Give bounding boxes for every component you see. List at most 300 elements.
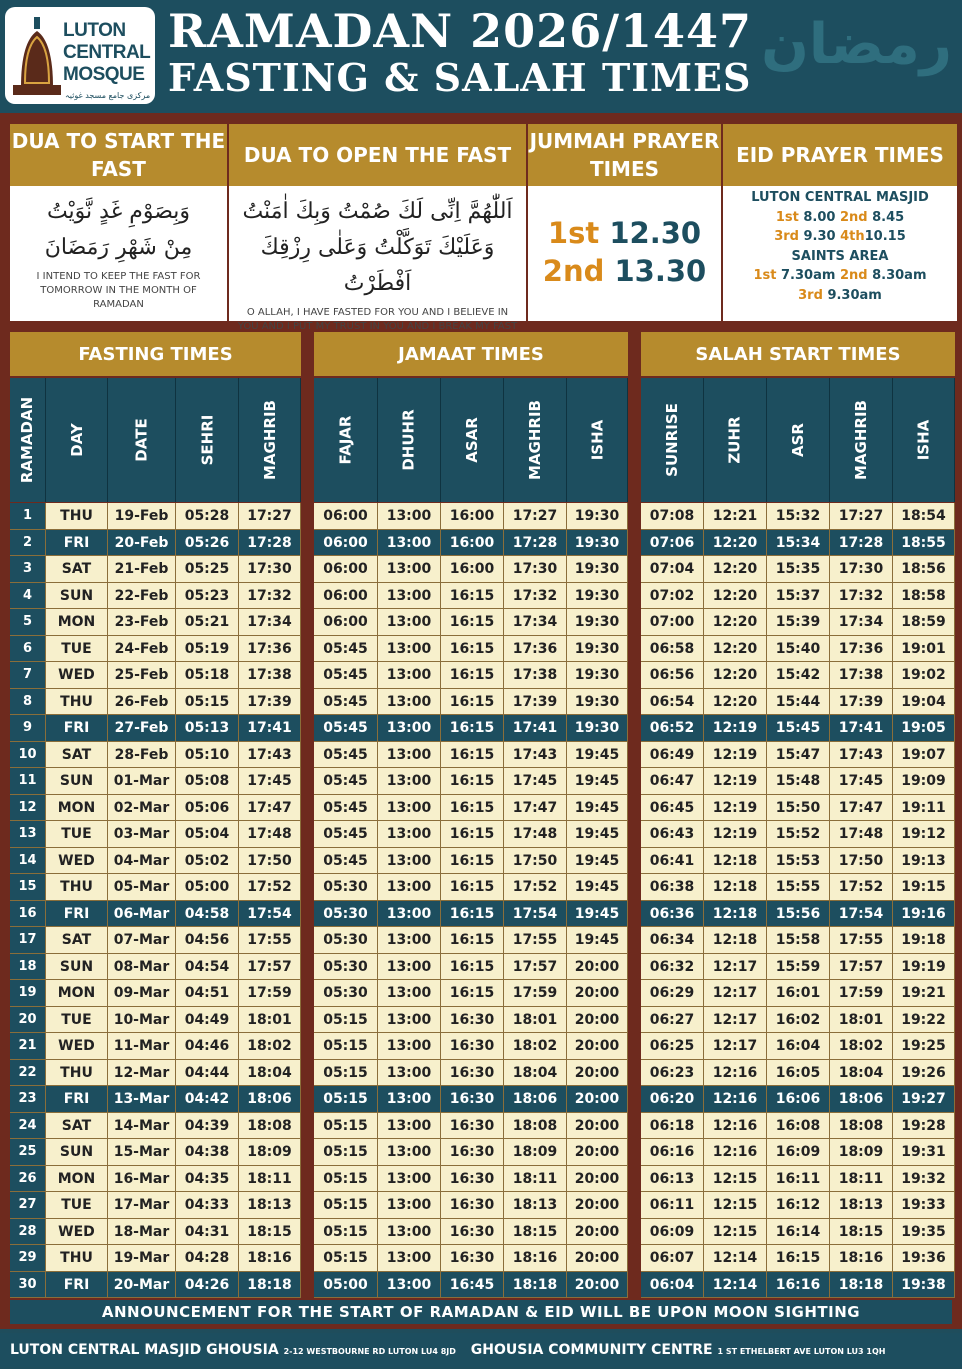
cell-date: 25-Feb: [108, 662, 176, 689]
cell-sunrise: 06:54: [641, 689, 704, 716]
cell-maghrib-start: 17:30: [830, 556, 893, 583]
cell-maghrib-start: 17:57: [830, 954, 893, 981]
cell-fajar-jamaat: 05:15: [314, 1219, 378, 1246]
cell-isha-jamaat: 19:45: [567, 848, 628, 875]
cell-asr: 16:09: [767, 1139, 830, 1166]
cell-weekday: WED: [46, 848, 108, 875]
cell-maghrib-start: 17:52: [830, 874, 893, 901]
cell-ramadan-day: 7: [10, 662, 46, 689]
cell-ramadan-day: 12: [10, 795, 46, 822]
cell-weekday: WED: [46, 662, 108, 689]
cell-sehri: 04:31: [176, 1219, 239, 1246]
cell-weekday: MON: [46, 609, 108, 636]
cell-date: 14-Mar: [108, 1113, 176, 1140]
dua-open-arabic-line2: وَعَلَيْكَ تَوَكَّلْتُ وَعَلٰى رِزْقِكَ اَفْطَرْتُ: [260, 235, 495, 296]
cell-sunrise: 06:36: [641, 901, 704, 928]
cell-date: 23-Feb: [108, 609, 176, 636]
cell-dhuhr-jamaat: 13:00: [378, 556, 441, 583]
cell-maghrib-jamaat: 17:27: [504, 503, 567, 530]
cell-maghrib-fast: 17:27: [239, 503, 301, 530]
column-header-text: FAJAR: [336, 415, 355, 465]
cell-fajar-jamaat: 05:00: [314, 1272, 378, 1299]
cell-asar-jamaat: 16:15: [441, 795, 504, 822]
dua-start-arabic-line1: وَبِصَوْمِ غَدٍ نَّوَيْتُ: [46, 199, 191, 224]
cell-weekday: FRI: [46, 715, 108, 742]
cell-asr: 15:47: [767, 742, 830, 769]
cell-asr: 16:06: [767, 1086, 830, 1113]
cell-asar-jamaat: 16:15: [441, 583, 504, 610]
cell-maghrib-fast: 18:06: [239, 1086, 301, 1113]
cell-sunrise: 06:11: [641, 1192, 704, 1219]
cell-maghrib-start: 18:02: [830, 1033, 893, 1060]
column-header-asr: [767, 378, 830, 502]
cell-isha-start: 18:54: [893, 503, 955, 530]
eid-time: 7.30am: [781, 268, 836, 283]
cell-maghrib-jamaat: 17:41: [504, 715, 567, 742]
cell-fajar-jamaat: 06:00: [314, 556, 378, 583]
cell-isha-start: 19:32: [893, 1166, 955, 1193]
cell-asr: 15:59: [767, 954, 830, 981]
footer: [0, 1333, 962, 1367]
cell-fajar-jamaat: 05:15: [314, 1139, 378, 1166]
column-header-text: RAMADAN: [18, 396, 37, 484]
cell-date: 11-Mar: [108, 1033, 176, 1060]
cell-maghrib-jamaat: 17:59: [504, 980, 567, 1007]
eid-time: 8.45: [872, 209, 905, 225]
eid-time: 10.15: [864, 229, 906, 244]
cell-fajar-jamaat: 05:15: [314, 1033, 378, 1060]
jummah-heading-text: JUMMAH PRAYER TIMES: [529, 129, 720, 181]
cell-ramadan-day: 13: [10, 821, 46, 848]
dua-start-arabic-line2: مِنْ شَهْرِ رَمَضَانَ: [44, 235, 193, 260]
cell-fajar-jamaat: 06:00: [314, 583, 378, 610]
cell-maghrib-jamaat: 17:50: [504, 848, 567, 875]
cell-sehri: 05:02: [176, 848, 239, 875]
cell-maghrib-start: 18:15: [830, 1219, 893, 1246]
cell-isha-start: 19:15: [893, 874, 955, 901]
cell-asar-jamaat: 16:00: [441, 556, 504, 583]
cell-asar-jamaat: 16:30: [441, 1245, 504, 1272]
cell-maghrib-jamaat: 17:36: [504, 636, 567, 663]
cell-isha-jamaat: 20:00: [567, 954, 628, 981]
cell-fajar-jamaat: 05:15: [314, 1007, 378, 1034]
cell-fajar-jamaat: 05:15: [314, 1166, 378, 1193]
cell-sehri: 05:23: [176, 583, 239, 610]
cell-date: 10-Mar: [108, 1007, 176, 1034]
cell-isha-jamaat: 19:30: [567, 609, 628, 636]
cell-weekday: THU: [46, 503, 108, 530]
cell-fajar-jamaat: 05:15: [314, 1192, 378, 1219]
cell-sehri: 04:54: [176, 954, 239, 981]
column-header-sehri: [176, 378, 239, 502]
cell-maghrib-start: 17:32: [830, 583, 893, 610]
cell-isha-start: 19:13: [893, 848, 955, 875]
cell-isha-start: 18:56: [893, 556, 955, 583]
cell-asr: 15:34: [767, 530, 830, 557]
cell-date: 03-Mar: [108, 821, 176, 848]
cell-dhuhr-jamaat: 13:00: [378, 715, 441, 742]
eid-time: 9.30: [803, 229, 836, 244]
dua-open-arabic: [229, 186, 526, 302]
cell-zuhr: 12:20: [704, 530, 767, 557]
mosque-logo: [5, 7, 155, 104]
cell-asar-jamaat: 16:15: [441, 927, 504, 954]
cell-maghrib-start: 18:11: [830, 1166, 893, 1193]
cell-weekday: FRI: [46, 1272, 108, 1299]
cell-asar-jamaat: 16:30: [441, 1139, 504, 1166]
cell-sunrise: 06:58: [641, 636, 704, 663]
column-header-date: [108, 378, 176, 502]
eid-heading: [723, 124, 957, 186]
cell-maghrib-jamaat: 18:06: [504, 1086, 567, 1113]
header: [0, 0, 962, 113]
eid-central-row2: [723, 227, 957, 247]
cell-dhuhr-jamaat: 13:00: [378, 1192, 441, 1219]
cell-maghrib-start: 18:08: [830, 1113, 893, 1140]
cell-fajar-jamaat: 05:45: [314, 715, 378, 742]
cell-asar-jamaat: 16:00: [441, 503, 504, 530]
cell-weekday: MON: [46, 795, 108, 822]
cell-date: 02-Mar: [108, 795, 176, 822]
cell-weekday: TUE: [46, 1007, 108, 1034]
cell-ramadan-day: 14: [10, 848, 46, 875]
cell-isha-jamaat: 19:45: [567, 821, 628, 848]
cell-asar-jamaat: 16:15: [441, 715, 504, 742]
cell-zuhr: 12:19: [704, 821, 767, 848]
cell-dhuhr-jamaat: 13:00: [378, 1007, 441, 1034]
cell-asar-jamaat: 16:15: [441, 742, 504, 769]
cell-zuhr: 12:20: [704, 609, 767, 636]
cell-maghrib-fast: 18:16: [239, 1245, 301, 1272]
cell-maghrib-start: 18:04: [830, 1060, 893, 1087]
cell-isha-start: 19:38: [893, 1272, 955, 1299]
cell-maghrib-start: 17:34: [830, 609, 893, 636]
cell-maghrib-jamaat: 18:01: [504, 1007, 567, 1034]
cell-dhuhr-jamaat: 13:00: [378, 1139, 441, 1166]
cell-dhuhr-jamaat: 13:00: [378, 927, 441, 954]
cell-isha-jamaat: 19:30: [567, 662, 628, 689]
footer-masjid-address: 2-12 WESTBOURNE RD LUTON LU4 8JD: [283, 1347, 456, 1356]
cell-date: 04-Mar: [108, 848, 176, 875]
cell-weekday: SAT: [46, 742, 108, 769]
cell-dhuhr-jamaat: 13:00: [378, 636, 441, 663]
dua-start-heading-text: DUA TO START THE FAST: [11, 129, 226, 181]
cell-asar-jamaat: 16:15: [441, 636, 504, 663]
cell-fajar-jamaat: 05:30: [314, 927, 378, 954]
cell-maghrib-fast: 17:52: [239, 874, 301, 901]
cell-asar-jamaat: 16:15: [441, 901, 504, 928]
footer-masjid-name: LUTON CENTRAL MASJID GHOUSIA: [10, 1342, 279, 1358]
column-header-isha-jamaat: [567, 378, 628, 502]
cell-isha-start: 18:59: [893, 609, 955, 636]
cell-sunrise: 06:49: [641, 742, 704, 769]
cell-maghrib-start: 17:50: [830, 848, 893, 875]
cell-dhuhr-jamaat: 13:00: [378, 795, 441, 822]
cell-asr: 16:12: [767, 1192, 830, 1219]
cell-dhuhr-jamaat: 13:00: [378, 980, 441, 1007]
cell-zuhr: 12:14: [704, 1245, 767, 1272]
cell-isha-start: 19:27: [893, 1086, 955, 1113]
cell-date: 01-Mar: [108, 768, 176, 795]
cell-maghrib-jamaat: 17:43: [504, 742, 567, 769]
cell-maghrib-start: 17:59: [830, 980, 893, 1007]
eid-label: 3rd: [798, 287, 823, 303]
cell-dhuhr-jamaat: 13:00: [378, 901, 441, 928]
cell-maghrib-start: 17:28: [830, 530, 893, 557]
cell-zuhr: 12:16: [704, 1113, 767, 1140]
cell-isha-start: 19:36: [893, 1245, 955, 1272]
cell-sehri: 05:00: [176, 874, 239, 901]
cell-isha-jamaat: 20:00: [567, 1086, 628, 1113]
cell-ramadan-day: 22: [10, 1060, 46, 1087]
cell-maghrib-jamaat: 17:30: [504, 556, 567, 583]
cell-isha-jamaat: 20:00: [567, 1219, 628, 1246]
cell-isha-jamaat: 19:45: [567, 795, 628, 822]
cell-maghrib-fast: 18:08: [239, 1113, 301, 1140]
page-title: RAMADAN 2026/1447: [168, 4, 753, 58]
cell-asr: 15:44: [767, 689, 830, 716]
cell-ramadan-day: 28: [10, 1219, 46, 1246]
cell-sehri: 04:49: [176, 1007, 239, 1034]
column-header-text: ISHA: [587, 419, 606, 461]
cell-asar-jamaat: 16:30: [441, 1033, 504, 1060]
cell-weekday: MON: [46, 1166, 108, 1193]
cell-zuhr: 12:18: [704, 901, 767, 928]
cell-asr: 15:37: [767, 583, 830, 610]
cell-zuhr: 12:20: [704, 689, 767, 716]
moon-sighting-announcement: ANNOUNCEMENT FOR THE START OF RAMADAN & EID WILL BE UPON MOON SIGHTING: [10, 1300, 952, 1324]
cell-date: 28-Feb: [108, 742, 176, 769]
cell-date: 20-Feb: [108, 530, 176, 557]
cell-isha-jamaat: 20:00: [567, 1113, 628, 1140]
jummah-heading: [528, 124, 721, 186]
cell-zuhr: 12:17: [704, 980, 767, 1007]
cell-sunrise: 07:06: [641, 530, 704, 557]
salah-start-times-heading: [641, 332, 955, 376]
cell-asar-jamaat: 16:15: [441, 821, 504, 848]
column-header-maghrib-jamaat: [504, 378, 567, 502]
cell-weekday: TUE: [46, 636, 108, 663]
cell-maghrib-jamaat: 17:34: [504, 609, 567, 636]
cell-ramadan-day: 17: [10, 927, 46, 954]
cell-maghrib-fast: 17:50: [239, 848, 301, 875]
cell-maghrib-fast: 17:39: [239, 689, 301, 716]
cell-maghrib-fast: 17:30: [239, 556, 301, 583]
cell-weekday: SAT: [46, 556, 108, 583]
cell-sehri: 05:19: [176, 636, 239, 663]
cell-asr: 15:39: [767, 609, 830, 636]
eid-heading-text: EID PRAYER TIMES: [736, 143, 944, 167]
logo-text-central: CENTRAL: [63, 42, 151, 63]
cell-ramadan-day: 16: [10, 901, 46, 928]
cell-ramadan-day: 18: [10, 954, 46, 981]
cell-zuhr: 12:21: [704, 503, 767, 530]
cell-date: 08-Mar: [108, 954, 176, 981]
cell-sehri: 05:25: [176, 556, 239, 583]
mosque-dome-icon: [11, 17, 63, 97]
cell-isha-start: 19:11: [893, 795, 955, 822]
cell-fajar-jamaat: 05:45: [314, 821, 378, 848]
cell-maghrib-fast: 17:54: [239, 901, 301, 928]
cell-isha-start: 19:07: [893, 742, 955, 769]
jummah-panel: [528, 186, 721, 321]
cell-ramadan-day: 8: [10, 689, 46, 716]
cell-maghrib-jamaat: 17:55: [504, 927, 567, 954]
cell-sehri: 04:56: [176, 927, 239, 954]
cell-date: 13-Mar: [108, 1086, 176, 1113]
dua-start-heading: [10, 124, 227, 186]
jamaat-heading-text: JAMAAT TIMES: [398, 343, 544, 365]
cell-sehri: 04:46: [176, 1033, 239, 1060]
cell-weekday: SUN: [46, 583, 108, 610]
cell-maghrib-jamaat: 18:13: [504, 1192, 567, 1219]
cell-asar-jamaat: 16:30: [441, 1192, 504, 1219]
cell-weekday: FRI: [46, 901, 108, 928]
cell-fajar-jamaat: 05:30: [314, 980, 378, 1007]
column-header-weekday: [46, 378, 108, 502]
cell-ramadan-day: 29: [10, 1245, 46, 1272]
cell-sehri: 05:28: [176, 503, 239, 530]
cell-zuhr: 12:16: [704, 1139, 767, 1166]
cell-asr: 15:45: [767, 715, 830, 742]
cell-isha-jamaat: 19:45: [567, 768, 628, 795]
cell-isha-start: 19:22: [893, 1007, 955, 1034]
cell-fajar-jamaat: 05:15: [314, 1060, 378, 1087]
cell-dhuhr-jamaat: 13:00: [378, 821, 441, 848]
cell-asar-jamaat: 16:15: [441, 768, 504, 795]
column-header-text: ZUHR: [725, 416, 744, 464]
cell-isha-start: 19:19: [893, 954, 955, 981]
column-header-text: SEHRI: [198, 414, 216, 466]
jummah-first-time: 12.30: [609, 216, 702, 250]
cell-asr: 16:04: [767, 1033, 830, 1060]
cell-isha-start: 19:28: [893, 1113, 955, 1140]
fasting-times-heading: [10, 332, 301, 376]
column-header-text: ISHA: [914, 419, 933, 461]
cell-sunrise: 06:09: [641, 1219, 704, 1246]
cell-sehri: 04:38: [176, 1139, 239, 1166]
eid-venue-central: LUTON CENTRAL MASJID: [751, 190, 929, 205]
eid-label: 1st: [753, 268, 777, 283]
column-header-fajar-jamaat: [314, 378, 378, 502]
cell-isha-jamaat: 19:30: [567, 715, 628, 742]
cell-date: 15-Mar: [108, 1139, 176, 1166]
cell-date: 20-Mar: [108, 1272, 176, 1299]
cell-sunrise: 06:43: [641, 821, 704, 848]
page-subtitle: FASTING & SALAH TIMES: [168, 55, 752, 100]
cell-asr: 15:35: [767, 556, 830, 583]
cell-zuhr: 12:19: [704, 795, 767, 822]
cell-isha-start: 19:05: [893, 715, 955, 742]
cell-asar-jamaat: 16:30: [441, 1113, 504, 1140]
cell-maghrib-jamaat: 17:45: [504, 768, 567, 795]
cell-date: 24-Feb: [108, 636, 176, 663]
cell-maghrib-start: 18:06: [830, 1086, 893, 1113]
cell-sunrise: 06:23: [641, 1060, 704, 1087]
cell-sehri: 05:26: [176, 530, 239, 557]
cell-maghrib-fast: 17:55: [239, 927, 301, 954]
cell-sehri: 04:35: [176, 1166, 239, 1193]
eid-saints-row2: [723, 286, 957, 306]
jamaat-times-heading: [314, 332, 628, 376]
cell-weekday: MON: [46, 980, 108, 1007]
cell-maghrib-start: 17:48: [830, 821, 893, 848]
cell-maghrib-jamaat: 18:16: [504, 1245, 567, 1272]
cell-asar-jamaat: 16:45: [441, 1272, 504, 1299]
column-header-maghrib-fast: [239, 378, 301, 502]
cell-zuhr: 12:20: [704, 662, 767, 689]
cell-asr: 15:32: [767, 503, 830, 530]
cell-maghrib-start: 18:13: [830, 1192, 893, 1219]
cell-sunrise: 06:07: [641, 1245, 704, 1272]
cell-sehri: 04:28: [176, 1245, 239, 1272]
cell-sehri: 05:18: [176, 662, 239, 689]
cell-fajar-jamaat: 05:45: [314, 636, 378, 663]
cell-maghrib-fast: 17:32: [239, 583, 301, 610]
cell-isha-jamaat: 19:30: [567, 503, 628, 530]
cell-isha-jamaat: 19:30: [567, 689, 628, 716]
cell-sehri: 05:06: [176, 795, 239, 822]
cell-date: 27-Feb: [108, 715, 176, 742]
eid-central-row1: [723, 208, 957, 228]
cell-zuhr: 12:19: [704, 715, 767, 742]
cell-weekday: SUN: [46, 768, 108, 795]
cell-isha-jamaat: 19:30: [567, 636, 628, 663]
cell-maghrib-fast: 17:38: [239, 662, 301, 689]
cell-zuhr: 12:17: [704, 1033, 767, 1060]
cell-dhuhr-jamaat: 13:00: [378, 662, 441, 689]
cell-fajar-jamaat: 05:45: [314, 768, 378, 795]
cell-maghrib-fast: 18:18: [239, 1272, 301, 1299]
cell-sunrise: 06:20: [641, 1086, 704, 1113]
footer-centre-name: GHOUSIA COMMUNITY CENTRE: [470, 1342, 713, 1358]
cell-ramadan-day: 4: [10, 583, 46, 610]
logo-text-luton: LUTON: [63, 20, 126, 41]
cell-maghrib-start: 18:18: [830, 1272, 893, 1299]
fasting-heading-text: FASTING TIMES: [78, 343, 233, 365]
cell-asr: 15:55: [767, 874, 830, 901]
cell-dhuhr-jamaat: 13:00: [378, 874, 441, 901]
cell-asar-jamaat: 16:30: [441, 1166, 504, 1193]
column-header-zuhr: [704, 378, 767, 502]
cell-maghrib-start: 17:39: [830, 689, 893, 716]
cell-maghrib-start: 18:09: [830, 1139, 893, 1166]
cell-maghrib-start: 17:45: [830, 768, 893, 795]
dua-start-translation: I INTEND TO KEEP THE FAST FOR TOMORROW IN THE MONTH OF RAMADAN: [36, 271, 201, 310]
cell-zuhr: 12:16: [704, 1086, 767, 1113]
cell-isha-jamaat: 19:45: [567, 901, 628, 928]
cell-maghrib-fast: 17:41: [239, 715, 301, 742]
cell-fajar-jamaat: 05:15: [314, 1113, 378, 1140]
cell-sehri: 04:39: [176, 1113, 239, 1140]
cell-isha-jamaat: 20:00: [567, 980, 628, 1007]
dua-open-translation: O ALLAH, I HAVE FASTED FOR YOU AND I BELIEVE IN YOU AND I PUT MY TRUST IN YOU AND I BREAK MY FAST: [237, 307, 518, 332]
cell-ramadan-day: 15: [10, 874, 46, 901]
cell-maghrib-fast: 18:13: [239, 1192, 301, 1219]
cell-asr: 16:14: [767, 1219, 830, 1246]
cell-sunrise: 06:41: [641, 848, 704, 875]
cell-isha-jamaat: 19:30: [567, 583, 628, 610]
cell-fajar-jamaat: 05:30: [314, 874, 378, 901]
cell-zuhr: 12:18: [704, 927, 767, 954]
cell-sunrise: 06:13: [641, 1166, 704, 1193]
cell-ramadan-day: 30: [10, 1272, 46, 1299]
eid-label: 2nd: [839, 268, 868, 283]
cell-sehri: 05:04: [176, 821, 239, 848]
cell-dhuhr-jamaat: 13:00: [378, 1086, 441, 1113]
cell-asr: 15:42: [767, 662, 830, 689]
jummah-second-time: 13.30: [614, 254, 707, 288]
